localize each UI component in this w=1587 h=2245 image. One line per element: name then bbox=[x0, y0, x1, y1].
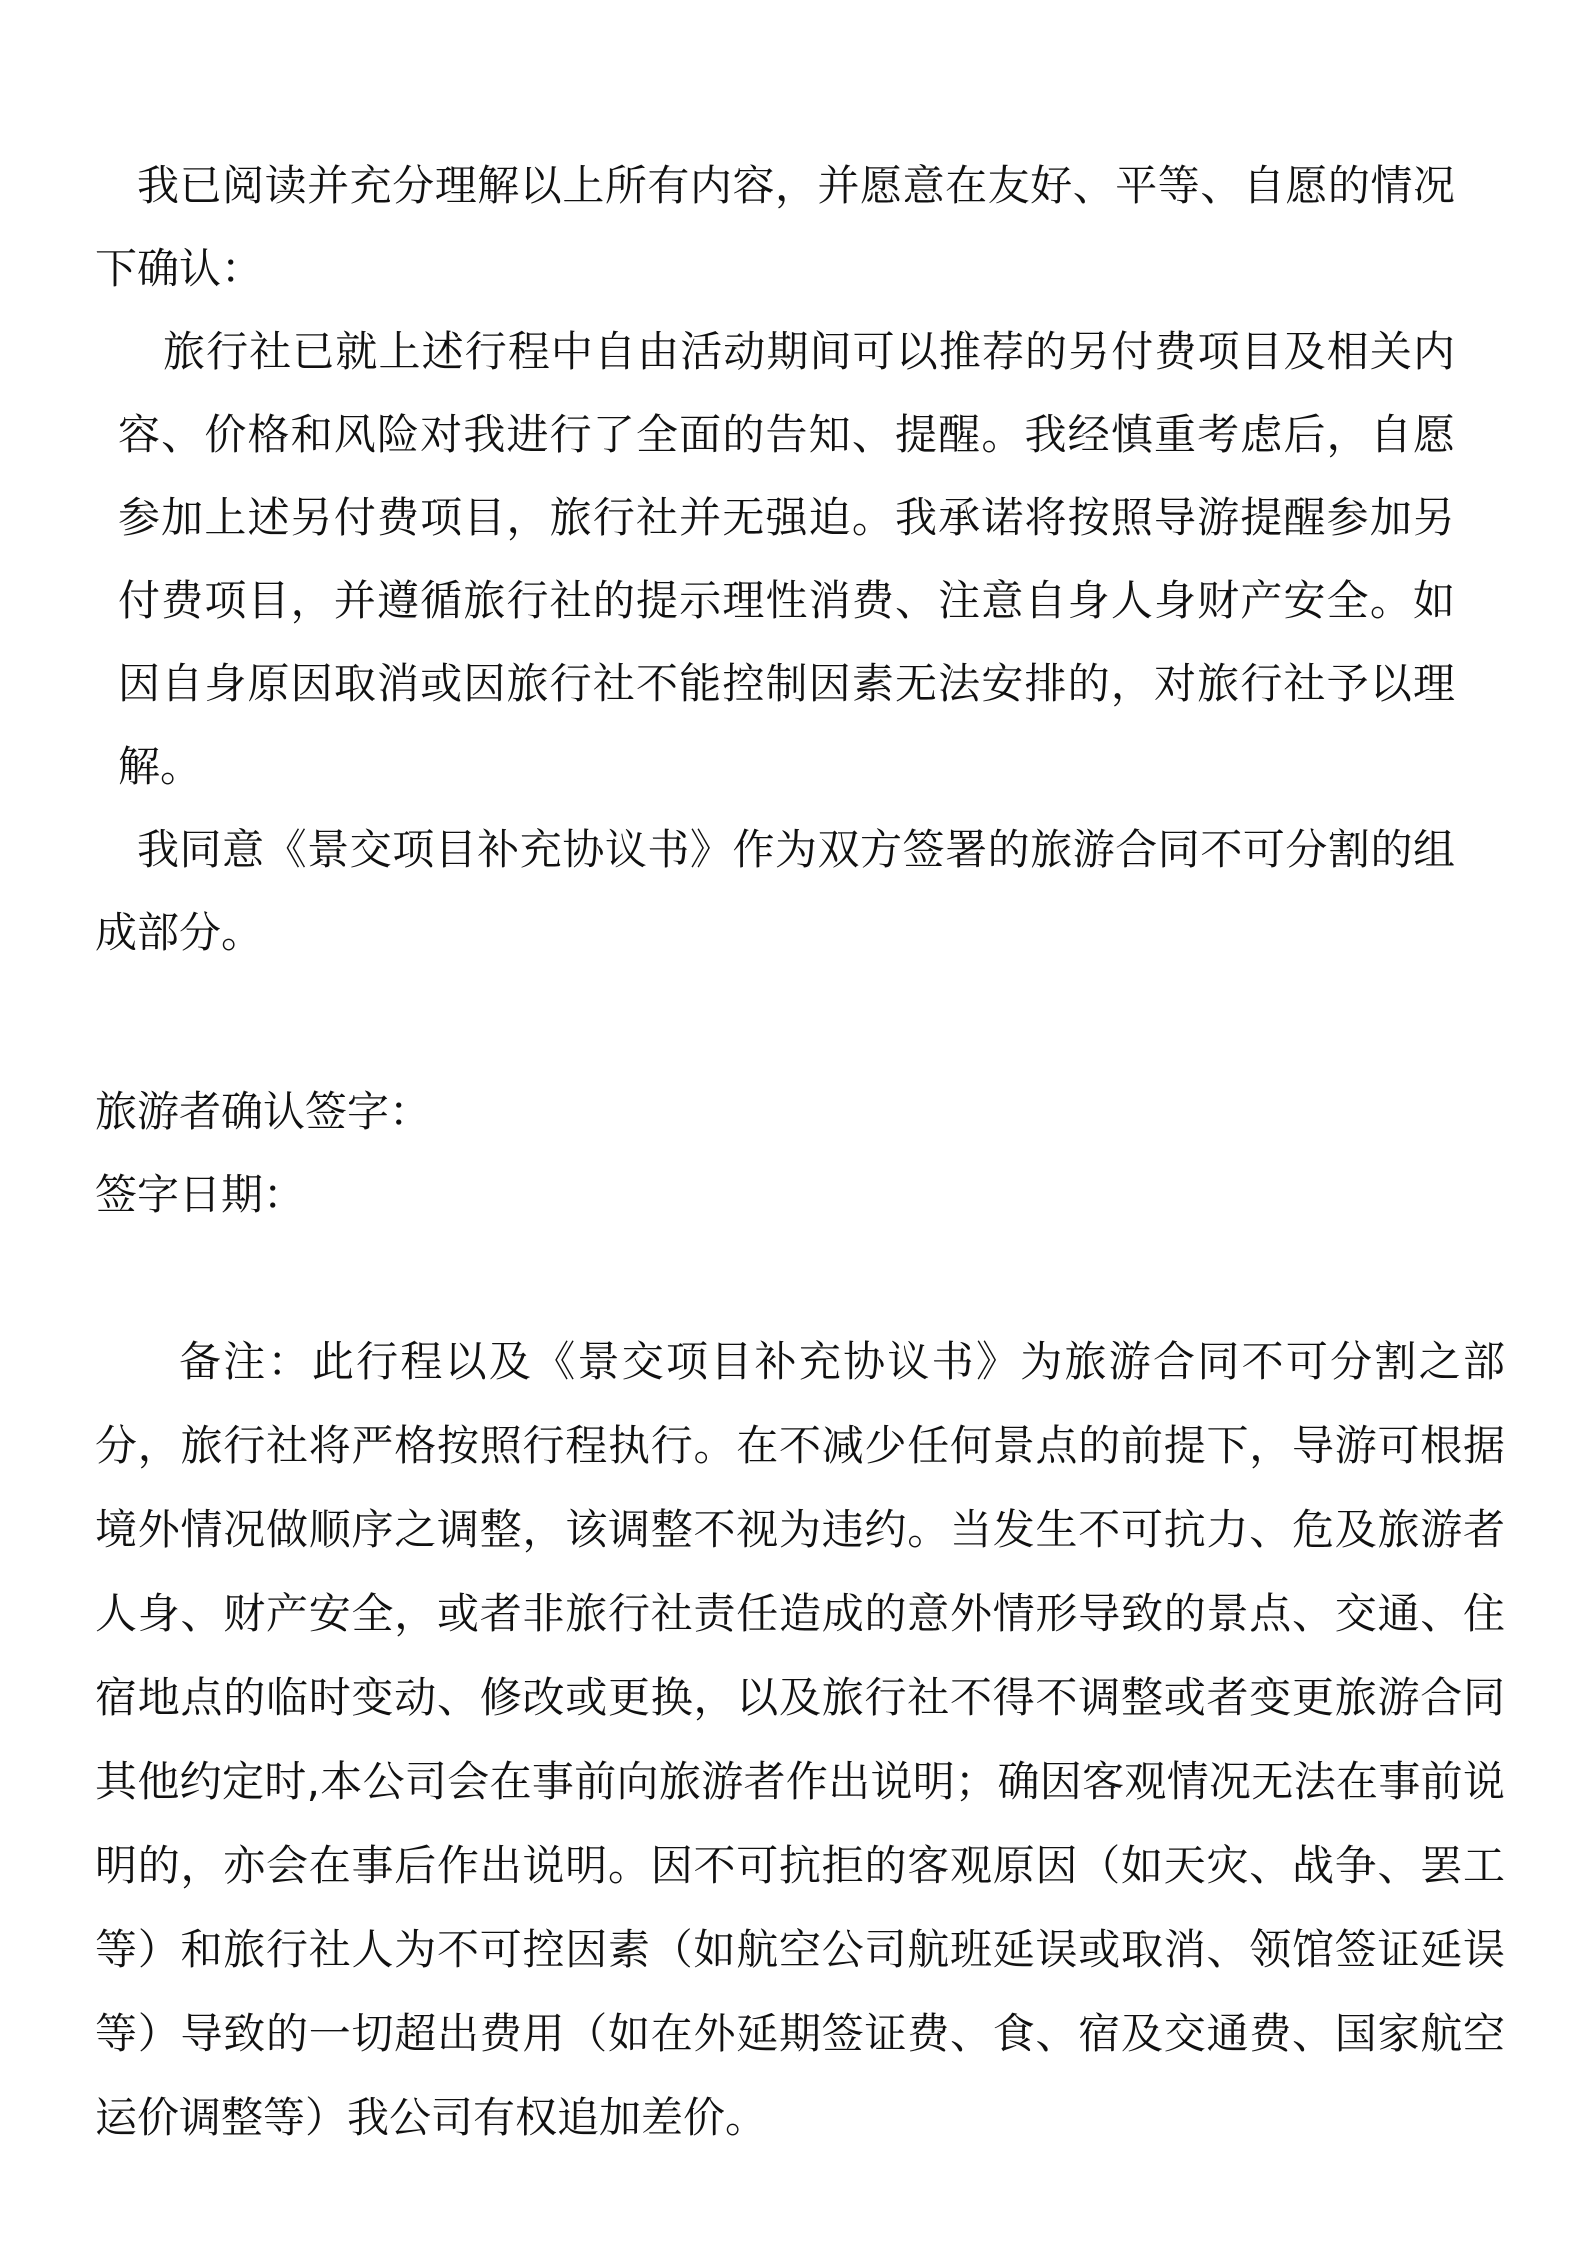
remark-paragraph: 备注：此行程以及《景交项目补充协议书》为旅游合同不可分割之部分，旅行社将严格按照行程执行。在不减少任何景点的前提下，导游可根据境外情况做顺序之调整，该调整不视为违约。当发生不可抗力、危及旅游者人身、财产安全，或者非旅行社责任造成的意外情形导致的景点、交通、住宿地点的临时变动、修改或更换，以及旅行社不得不调整或者变更旅游合同其他约定时,本公司会在事前向旅游者作出说明；确因客观情况无法在事前说明的，亦会在事后作出说明。因不可抗拒的客观原因（如天灾、战争、罢工等）和旅行社人为不可控因素（如航空公司航班延误或取消、领馆签证延误等）导致的一切超出费用（如在外延期签证费、食、宿及交通费、国家航空运价调整等）我公司有权追加差价。 bbox=[95, 1337, 1505, 2142]
traveler-signature-label: 旅游者确认签字： bbox=[95, 1087, 432, 1136]
confirmation-detail-paragraph: 旅行社已就上述行程中自由活动期间可以推荐的另付费项目及相关内容、价格和风险对我进行了全面的告知、提醒。我经慎重考虑后，自愿参加上述另付费项目，旅行社并无强迫。我承诺将按照导游提醒参加另付费项目，并遵循旅行社的提示理性消费、注意自身人身财产安全。如因自身原因取消或因旅行社不能控制因素无法安排的，对旅行社予以理解。 bbox=[118, 327, 1455, 791]
agreement-paragraph: 我同意《景交项目补充协议书》作为双方签署的旅游合同不可分割的组成部分。 bbox=[95, 825, 1455, 957]
signature-date-label: 签字日期： bbox=[95, 1170, 306, 1219]
confirmation-intro-paragraph: 我已阅读并充分理解以上所有内容，并愿意在友好、平等、自愿的情况下确认： bbox=[95, 161, 1455, 293]
